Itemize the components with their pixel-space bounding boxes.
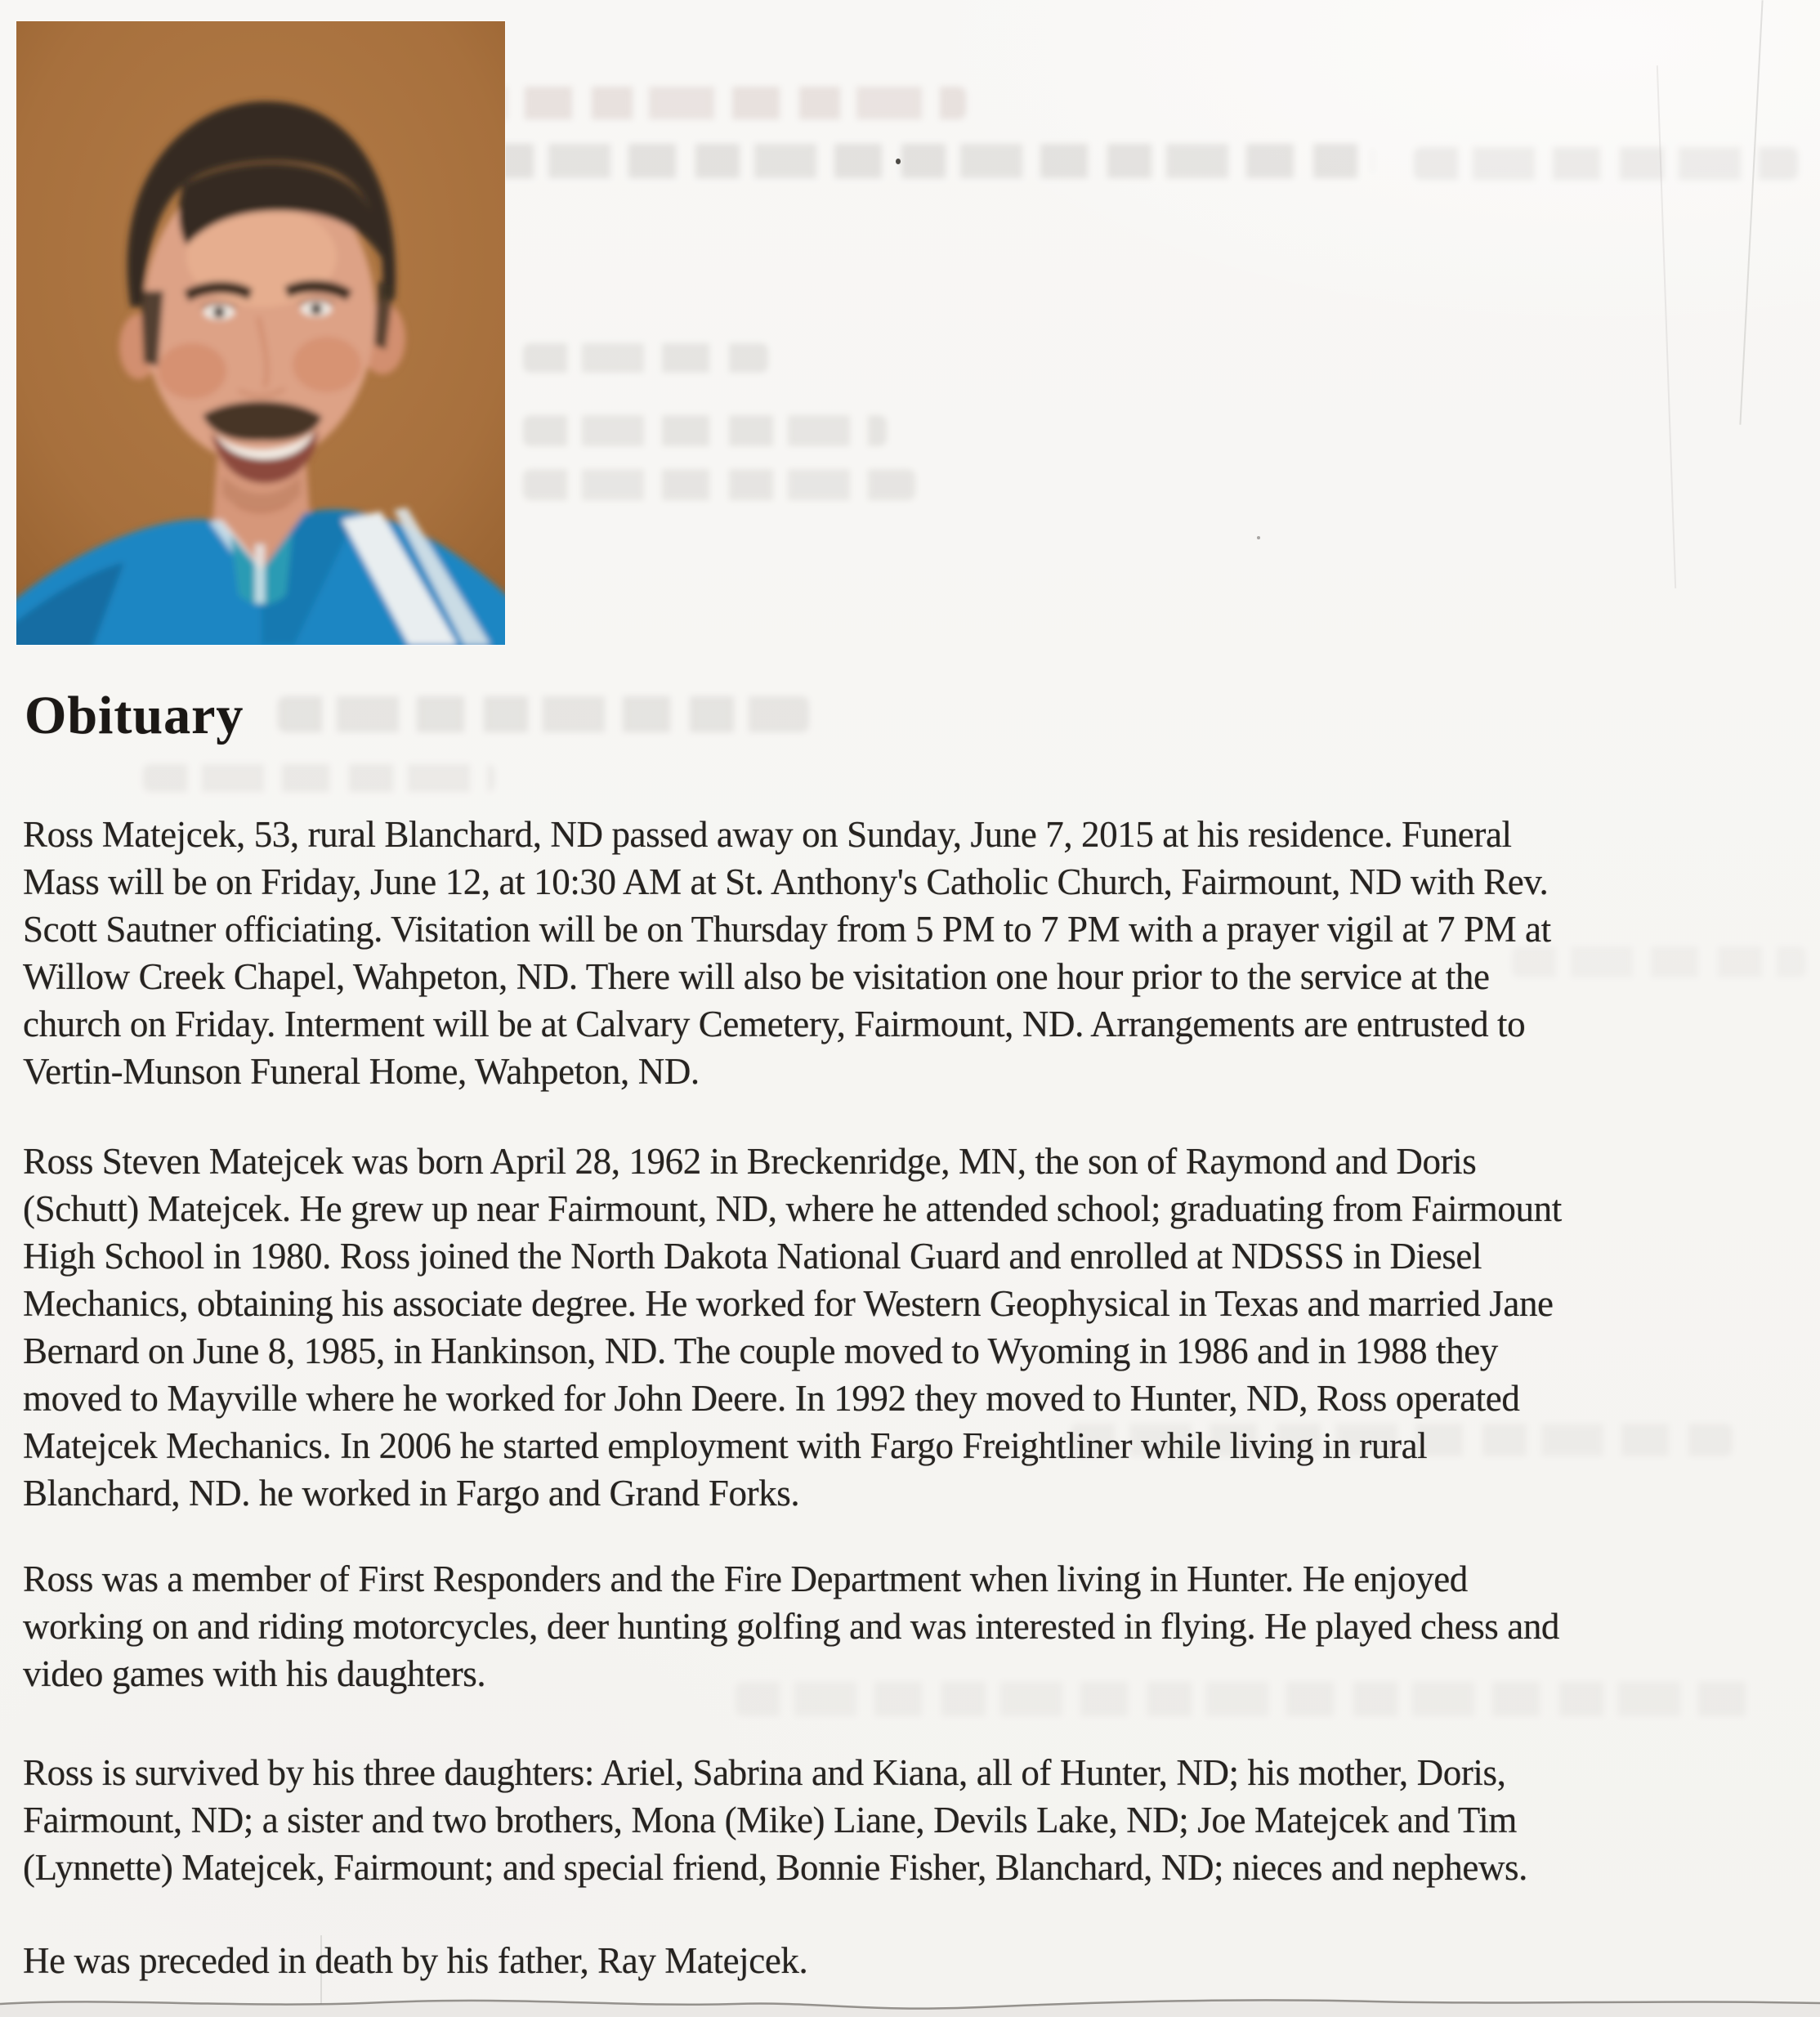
portrait-photo [16, 21, 505, 645]
scan-speck [1257, 536, 1260, 539]
text-line: Ross Matejcek, 53, rural Blanchard, ND passed away on Sunday, June 7, 2015 at his residence. Funeral [23, 814, 1512, 855]
paper-crease [1739, 0, 1763, 424]
text-line: (Lynnette) Matejcek, Fairmount; and special friend, Bonnie Fisher, Blanchard, ND; nieces and nephews. [23, 1847, 1528, 1888]
text-line: (Schutt) Matejcek. He grew up near Fairmount, ND, where he attended school; graduating from Fairmount [23, 1188, 1562, 1229]
text-line: Blanchard, ND. he worked in Fargo and Grand Forks. [23, 1473, 800, 1514]
page-title: Obituary [25, 686, 244, 745]
paragraph-funeral-details [23, 811, 1804, 1095]
text-line: Scott Sautner officiating. Visitation will be on Thursday from 5 PM to 7 PM with a prayer vigil at 7 PM at [23, 909, 1551, 950]
bleed-through-text [1414, 147, 1798, 180]
portrait-photo-image [16, 21, 505, 645]
text-line: moved to Mayville where he worked for John Deere. In 1992 they moved to Hunter, ND, Ross operated [23, 1378, 1520, 1419]
paragraph-preceded-in-death [23, 1937, 1804, 1984]
text-line: He was preceded in death by his father, Ray Matejcek. [23, 1940, 808, 1981]
bleed-through-text [523, 343, 768, 373]
text-line: Mechanics, obtaining his associate degree. He worked for Western Geophysical in Texas and married Jane [23, 1283, 1554, 1324]
scan-speck [896, 159, 901, 164]
text-line: Ross Steven Matejcek was born April 28, 1962 in Breckenridge, MN, the son of Raymond and Doris [23, 1141, 1477, 1182]
text-line: Vertin-Munson Funeral Home, Wahpeton, ND. [23, 1051, 700, 1092]
text-line: Ross was a member of First Responders and the Fire Department when living in Hunter. He enjoyed [23, 1559, 1468, 1599]
paper-crease [1657, 65, 1676, 588]
text-line: working on and riding motorcycles, deer hunting golfing and was interested in flying. He played chess and [23, 1606, 1560, 1647]
text-line: video games with his daughters. [23, 1653, 486, 1694]
paragraph-survivors [23, 1749, 1804, 1891]
text-line: Ross is survived by his three daughters: Ariel, Sabrina and Kiana, all of Hunter, ND; his mother, Doris, [23, 1752, 1506, 1793]
bleed-through-text [523, 469, 915, 500]
text-line: Bernard on June 8, 1985, in Hankinson, ND. The couple moved to Wyoming in 1986 and in 1988 they [23, 1331, 1498, 1371]
paper-bottom-edge [0, 1992, 1820, 2017]
text-line: Fairmount, ND; a sister and two brothers, Mona (Mike) Liane, Devils Lake, ND; Joe Matejcek and Tim [23, 1800, 1517, 1840]
text-line: Willow Creek Chapel, Wahpeton, ND. There will also be visitation one hour prior to the service at the [23, 956, 1490, 997]
bleed-through-text [278, 696, 809, 732]
bleed-through-text [143, 764, 494, 792]
text-line: High School in 1980. Ross joined the North Dakota National Guard and enrolled at NDSSS in Diesel [23, 1236, 1482, 1277]
text-line: Matejcek Mechanics. In 2006 he started employment with Fargo Freightliner while living in rural [23, 1425, 1428, 1466]
paragraph-life-history [23, 1138, 1804, 1517]
bleed-through-text [523, 415, 887, 446]
text-line: Mass will be on Friday, June 12, at 10:30 AM at St. Anthony's Catholic Church, Fairmount, ND with Rev. [23, 861, 1549, 902]
obituary-text [23, 811, 1804, 1984]
text-line: church on Friday. Interment will be at Calvary Cemetery, Fairmount, ND. Arrangements are entrusted to [23, 1004, 1526, 1044]
paragraph-memberships-hobbies [23, 1555, 1804, 1697]
